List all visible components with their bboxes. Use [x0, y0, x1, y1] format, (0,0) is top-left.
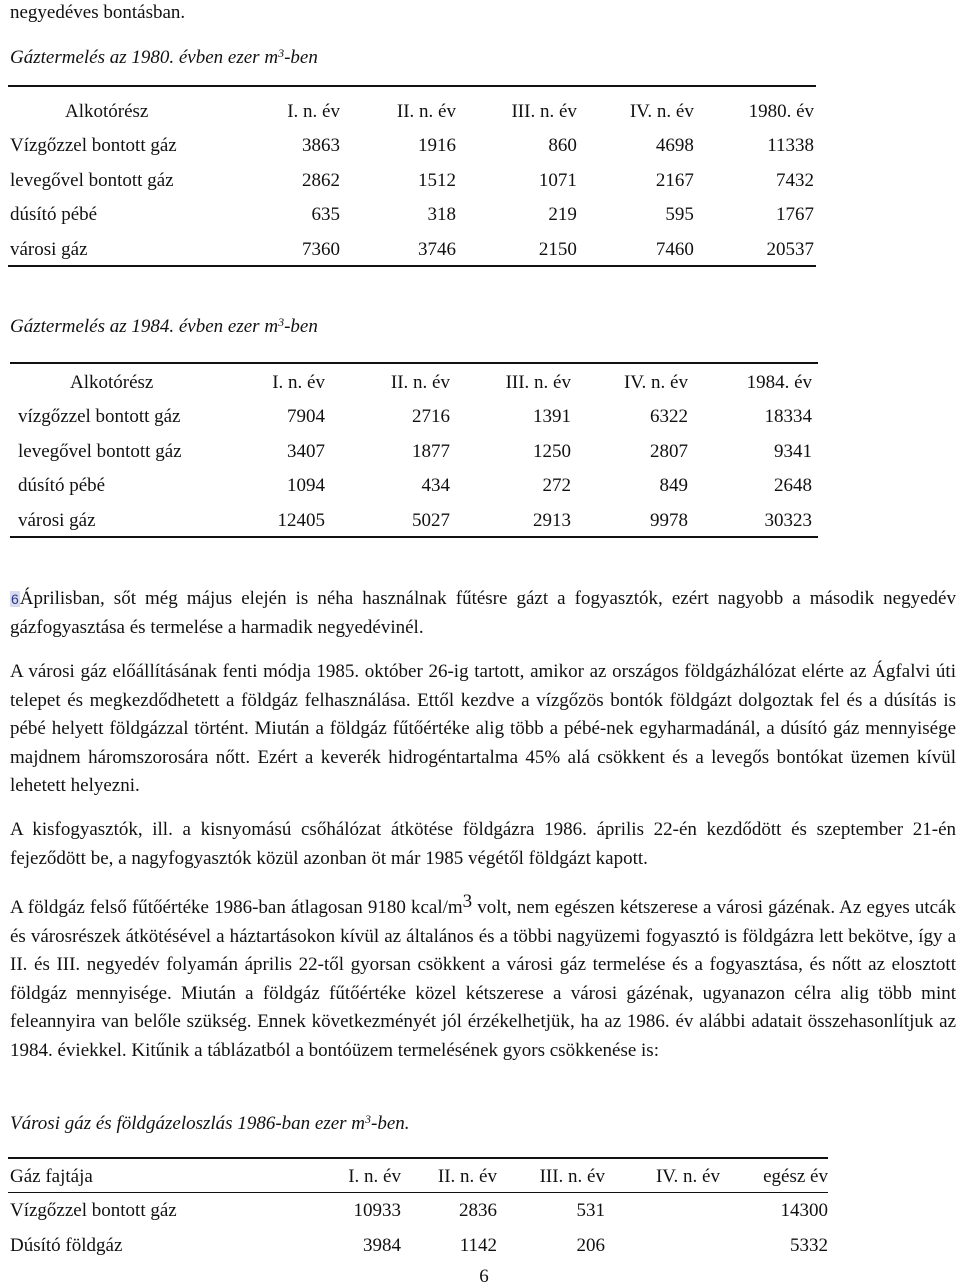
- table-cell: 7432: [776, 169, 814, 191]
- table-cell: városi gáz: [10, 238, 88, 260]
- table-cell: 2648: [774, 475, 812, 497]
- table2-header-cell: 1984. év: [746, 372, 812, 393]
- table-cell: 7360: [302, 238, 340, 260]
- table1-header-cell: I. n. év: [287, 101, 340, 122]
- table-cell: 219: [548, 204, 577, 226]
- table3-header-cell: I. n. év: [348, 1165, 401, 1187]
- table-row: [18, 469, 812, 504]
- table-row: [18, 504, 812, 539]
- table-cell: városi gáz: [18, 509, 96, 531]
- table1-caption-sup: 3: [278, 46, 285, 60]
- table-cell: 849: [659, 475, 688, 497]
- table-cell: 206: [576, 1234, 605, 1256]
- table-row: [10, 129, 814, 164]
- intro-line: negyedéves bontásban.: [10, 2, 186, 23]
- table3: [10, 1160, 828, 1263]
- table-cell: 595: [665, 204, 694, 226]
- table-cell: 6322: [650, 406, 688, 428]
- table-cell: 3407: [287, 440, 325, 462]
- table-cell: 635: [311, 204, 340, 226]
- table2-header-cell: II. n. év: [390, 372, 450, 393]
- table-row: [10, 1228, 828, 1263]
- table2-caption: [10, 315, 318, 338]
- table-cell: 3984: [363, 1234, 401, 1256]
- table1-bottom-rule: [8, 265, 816, 267]
- table3-caption: [10, 1112, 410, 1135]
- table2-caption-suffix: -ben: [284, 316, 318, 337]
- table-cell: 2807: [650, 440, 688, 462]
- table2-bottom-rule: [10, 536, 818, 538]
- footnote: [10, 585, 956, 642]
- table1-caption: [10, 46, 318, 69]
- table-cell: 12405: [277, 509, 325, 531]
- table-cell: vízgőzzel bontott gáz: [18, 406, 181, 428]
- table-cell: 2862: [302, 169, 340, 191]
- page-number: 6: [479, 1266, 489, 1287]
- table3-header-row: [10, 1160, 828, 1193]
- footnote-marker: 6: [11, 591, 19, 607]
- table-cell: 20537: [766, 238, 814, 260]
- paragraph-3: [10, 891, 956, 1065]
- table-cell: 1916: [417, 135, 456, 157]
- table1: [10, 95, 814, 267]
- table2-header-cell: I. n. év: [272, 372, 325, 393]
- paragraph-3-text: A földgáz felső fűtőértéke 1986-ban átlagosan 9180 kcal/m: [10, 897, 463, 918]
- table-cell: 2150: [538, 238, 577, 260]
- table-cell: 2913: [533, 509, 571, 531]
- table-cell: 7460: [655, 238, 694, 260]
- table-cell: 9341: [774, 440, 812, 462]
- table-row: [10, 198, 814, 233]
- table-cell: 860: [548, 135, 577, 157]
- table2-header-cell: IV. n. év: [623, 372, 688, 393]
- table1-header-cell: 1980. év: [748, 101, 814, 122]
- table-cell: 18334: [764, 406, 812, 428]
- table1-caption-text: Gáztermelés az 1980. évben ezer m: [10, 47, 279, 68]
- table1-header-cell: II. n. év: [396, 101, 456, 122]
- table-row: [18, 400, 812, 435]
- table-cell: 2716: [412, 406, 450, 428]
- paragraph-3-sup: 3: [462, 891, 473, 912]
- table3-caption-sup: 3: [365, 1112, 372, 1126]
- table3-header-cell: Gáz fajtája: [10, 1165, 93, 1187]
- table3-caption-text: Városi gáz és földgázeloszlás 1986-ban ezer m: [10, 1113, 366, 1134]
- table-cell: 30323: [764, 509, 812, 531]
- table-cell: 272: [542, 475, 571, 497]
- table-cell: [605, 1228, 720, 1263]
- table-cell: Dúsító földgáz: [10, 1234, 123, 1256]
- table-cell: 1071: [538, 169, 577, 191]
- table-cell: dúsító pébé: [10, 204, 98, 226]
- table-cell: levegővel bontott gáz: [10, 169, 174, 191]
- table-cell: dúsító pébé: [18, 475, 106, 497]
- table3-top-rule: [8, 1157, 828, 1159]
- table-cell: 434: [421, 475, 450, 497]
- table-cell: 11338: [767, 135, 814, 157]
- table-cell: 1877: [412, 440, 450, 462]
- table3-header-rule: [8, 1192, 828, 1193]
- table-cell: [605, 1193, 720, 1228]
- table-cell: levegővel bontott gáz: [18, 440, 182, 462]
- table1-caption-suffix: -ben: [284, 47, 318, 68]
- table-cell: 531: [576, 1199, 605, 1221]
- table2-caption-sup: 3: [278, 315, 285, 329]
- table3-caption-suffix: -ben.: [371, 1113, 410, 1134]
- table-cell: Vízgőzzel bontott gáz: [10, 135, 177, 157]
- table-cell: 2836: [459, 1199, 497, 1221]
- table1-top-rule: [8, 85, 816, 87]
- table-cell: 14300: [780, 1199, 828, 1221]
- table-cell: 1512: [417, 169, 456, 191]
- table-row: [10, 233, 814, 268]
- table-cell: Vízgőzzel bontott gáz: [10, 1199, 177, 1221]
- paragraph-1: A városi gáz előállításának fenti módja 1985. október 26-ig tartott, amikor az országos földgázhálózat elérte az Ágfalvi úti telepet és megkezdődhetett a földgáz felhasználása. Ettől kezdve a vízgőzös bontók földgázt dolgoztak fel és a dúsítás is pébé helyett földgázzal történt. Miután a földgáz fűtőértéke alig több a pébé-nek egyharmadánál, a dúsító gáz mennyisége majdnem háromszorosára nőtt. Ezért a keverék hidrogéntartalma 45% alá csökkent és a levegős bontókat üzemen kívül lehetett helyezni.: [10, 661, 956, 796]
- table-cell: 5332: [790, 1234, 828, 1256]
- paragraph-3-rest: volt, nem egészen kétszerese a városi gázénak. Az egyes utcák és városrészek átkötésével a háztartásokon kívül az általános és a többi nagyüzemi fogyasztó is földgázra lett bekötve, így a II. és III. negyedév folyamán április 22-től gyorsan csökkent a városi gáz termelése és a fogyasztása, és nőtt az elosztott földgáz mennyisége. Miután a földgáz fűtőértéke közel kétszerese a városi gázénak, ugyanazon célra alig több mint feleannyira van belőle szükség. Ennek következményét jól érzékelhetjük, ha az 1986. év alábbi adatait összehasonlítjuk az 1984. éviekkel. Kitűnik a táblázatból a bontóüzem termelésének gyors csökkenése is:: [10, 897, 956, 1061]
- table1-header-cell: III. n. év: [511, 101, 577, 122]
- table-cell: 10933: [353, 1199, 401, 1221]
- table1-header-row: [10, 95, 814, 129]
- table-cell: 318: [427, 204, 456, 226]
- table-cell: 4698: [655, 135, 694, 157]
- table-cell: 7904: [287, 406, 325, 428]
- table3-header-cell: IV. n. év: [655, 1165, 720, 1187]
- table2-header-cell: Alkotórész: [70, 372, 154, 393]
- footnote-text: Áprilisban, sőt még május elején is néha használnak fűtésre gázt a fogyasztók, ezért nagyobb a második negyedév gázfogyasztása és termelése a harmadik negyedévinél.: [10, 588, 956, 638]
- table-cell: 1767: [776, 204, 814, 226]
- table-cell: 1391: [533, 406, 571, 428]
- table3-header-cell: III. n. év: [539, 1165, 605, 1187]
- table1-header-cell: IV. n. év: [629, 101, 694, 122]
- table-row: [18, 435, 812, 470]
- table-cell: 5027: [412, 509, 450, 531]
- table-cell: 3746: [417, 238, 456, 260]
- table1-header-cell: Alkotórész: [65, 101, 149, 122]
- table2-top-rule: [10, 362, 818, 364]
- table-cell: 9978: [650, 509, 688, 531]
- table-cell: 1142: [459, 1234, 497, 1256]
- table-cell: 1094: [287, 475, 325, 497]
- table-row: [10, 164, 814, 199]
- table2-caption-text: Gáztermelés az 1984. évben ezer m: [10, 316, 279, 337]
- table2-header-cell: III. n. év: [505, 372, 571, 393]
- table-row: [10, 1193, 828, 1228]
- table-cell: 3863: [302, 135, 340, 157]
- paragraph-2: A kisfogyasztók, ill. a kisnyomású csőhálózat átkötése földgázra 1986. április 22-én kezdődött és szeptember 21-én fejeződött be, a nagyfogyasztók közül azonban öt már 1985 végétől földgázt kapott.: [10, 819, 956, 869]
- table3-header-cell: II. n. év: [437, 1165, 497, 1187]
- table3-header-cell: egész év: [763, 1165, 828, 1187]
- table2: [18, 366, 812, 538]
- table-cell: 1250: [533, 440, 571, 462]
- table-cell: 2167: [655, 169, 694, 191]
- table2-header-row: [18, 366, 812, 400]
